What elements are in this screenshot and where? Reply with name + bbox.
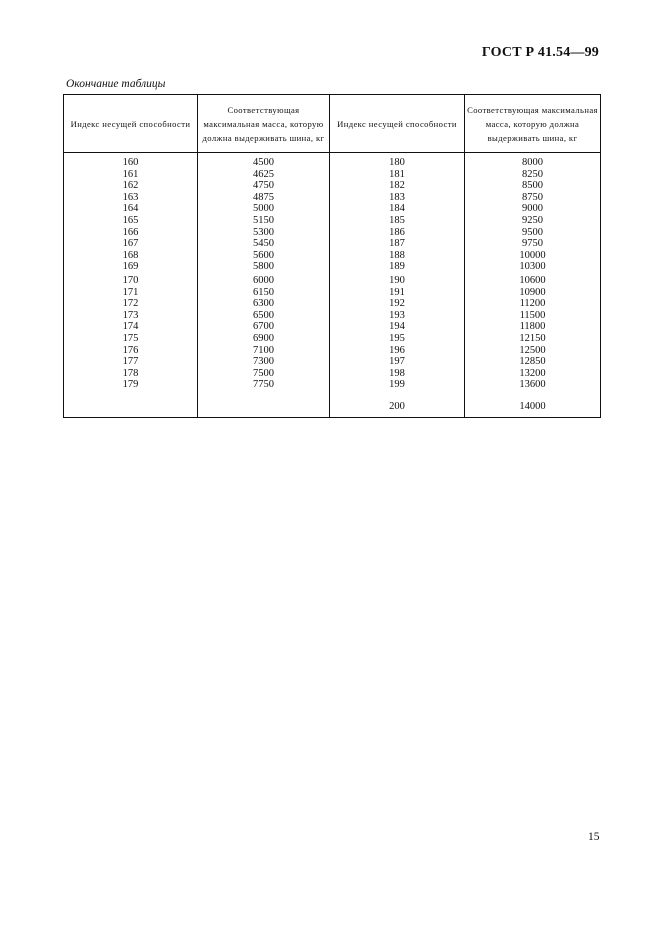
table-cell-value: 160 (122, 157, 139, 168)
table-cell-value: 4500 (253, 157, 274, 168)
table-cell-value: 7300 (253, 356, 274, 368)
table-cell-value: 181 (389, 168, 405, 180)
table-cell-value: 6000 (253, 274, 274, 286)
table-cell-value: 180 (389, 157, 405, 168)
table-cell-value: 188 (389, 249, 405, 261)
row-spacer (465, 391, 600, 401)
table-cell-value: 190 (389, 274, 405, 286)
row-spacer (330, 391, 464, 401)
table-cell-value: 173 (122, 309, 139, 321)
header-max-mass-right: Соответствующая максимальная масса, которую должна выдерживать шина, кг (465, 95, 601, 153)
table-cell-value: 9000 (522, 203, 543, 215)
table-cell-value: 163 (122, 191, 139, 203)
table-cell-value: 4875 (253, 191, 274, 203)
table-cell-value: 5600 (253, 249, 274, 261)
column-load-index-left (64, 153, 198, 418)
table-cell-value: 7750 (253, 379, 274, 391)
table-cell-value: 12150 (519, 332, 546, 344)
table-cell-value: 193 (389, 309, 405, 321)
table-cell-value: 175 (122, 332, 139, 344)
table-cell-value: 170 (122, 274, 139, 286)
table-cell-value: 13600 (519, 379, 546, 391)
table-cell-value: 4625 (253, 168, 274, 180)
table-cell-value: 5300 (253, 226, 274, 238)
table-cell-value: 9500 (522, 226, 543, 238)
table-cell-value: 199 (389, 379, 405, 391)
table-cell-value-last: 200 (389, 400, 405, 412)
load-index-table-container (63, 94, 600, 418)
table-cell-value: 176 (122, 344, 139, 356)
table-cell-value: 10600 (519, 274, 546, 286)
table-cell-value: 7100 (253, 344, 274, 356)
table-cell-value: 197 (389, 356, 405, 368)
table-cell-value: 171 (122, 286, 139, 298)
table-caption: Окончание таблицы (66, 78, 166, 90)
page-number: 15 (588, 831, 600, 843)
table-cell-value: 191 (389, 286, 405, 298)
table-cell-value: 10300 (519, 261, 546, 273)
table-cell-value: 196 (389, 344, 405, 356)
table-cell-value: 11500 (519, 309, 546, 321)
table-cell-value: 13200 (519, 367, 546, 379)
table-cell-value: 165 (122, 214, 139, 226)
header-load-index-left: Индекс несущей способности (64, 95, 198, 153)
table-cell-value: 195 (389, 332, 405, 344)
table-cell-value: 11800 (519, 321, 546, 333)
table-cell-value: 5000 (253, 203, 274, 215)
column-max-mass-left (198, 153, 330, 418)
table-cell-value: 6150 (253, 286, 274, 298)
table-cell-value: 161 (122, 168, 139, 180)
table-cell-value: 192 (389, 298, 405, 310)
table-cell-value: 187 (389, 238, 405, 250)
table-cell-value: 189 (389, 261, 405, 273)
table-cell-value-last: 14000 (519, 400, 546, 412)
table-cell-value: 185 (389, 214, 405, 226)
header-load-index-right: Индекс несущей способности (330, 95, 465, 153)
table-cell-value: 177 (122, 356, 139, 368)
table-header-row (64, 95, 601, 153)
table-cell-value: 167 (122, 238, 139, 250)
table-cell-value: 10900 (519, 286, 546, 298)
table-cell-value: 169 (122, 261, 139, 273)
table-cell-value: 164 (122, 203, 139, 215)
table-cell-value: 5150 (253, 214, 274, 226)
table-cell-value: 6900 (253, 332, 274, 344)
table-cell-value: 5800 (253, 261, 274, 273)
table-cell-value: 194 (389, 321, 405, 333)
table-cell-value: 182 (389, 180, 405, 192)
table-cell-value: 8750 (522, 191, 543, 203)
table-cell-value: 172 (122, 298, 139, 310)
header-max-mass-left: Соответствующая максимальная масса, которую должна выдерживать шина, кг (198, 95, 330, 153)
table-cell-value: 198 (389, 367, 405, 379)
table-cell-value: 4750 (253, 180, 274, 192)
table-cell-value: 9750 (522, 238, 543, 250)
table-cell-value: 6700 (253, 321, 274, 333)
table-cell-value: 12500 (519, 344, 546, 356)
table-cell-value: 174 (122, 321, 139, 333)
table-cell-value: 6500 (253, 309, 274, 321)
document-code: ГОСТ Р 41.54—99 (481, 45, 599, 60)
table-cell-value: 5450 (253, 238, 274, 250)
table-cell-value: 9250 (522, 214, 543, 226)
table-cell-value: 8250 (522, 168, 543, 180)
table-cell-value: 178 (122, 367, 139, 379)
table-cell-value: 183 (389, 191, 405, 203)
table-cell-value: 162 (122, 180, 139, 192)
table-cell-value: 8500 (522, 180, 543, 192)
table-cell-value: 7500 (253, 367, 274, 379)
table-cell-value: 179 (122, 379, 139, 391)
table-cell-value: 166 (122, 226, 139, 238)
table-cell-value: 186 (389, 226, 405, 238)
table-cell-value: 6300 (253, 298, 274, 310)
table-cell-value: 11200 (519, 298, 546, 310)
table-cell-value: 184 (389, 203, 405, 215)
table-cell-value: 10000 (519, 249, 546, 261)
table-body-row (64, 153, 601, 418)
load-index-table (63, 94, 601, 418)
table-cell-value: 12850 (519, 356, 546, 368)
column-max-mass-right (465, 153, 601, 418)
column-load-index-right (330, 153, 465, 418)
table-cell-value: 168 (122, 249, 139, 261)
table-cell-value: 8000 (522, 157, 543, 168)
